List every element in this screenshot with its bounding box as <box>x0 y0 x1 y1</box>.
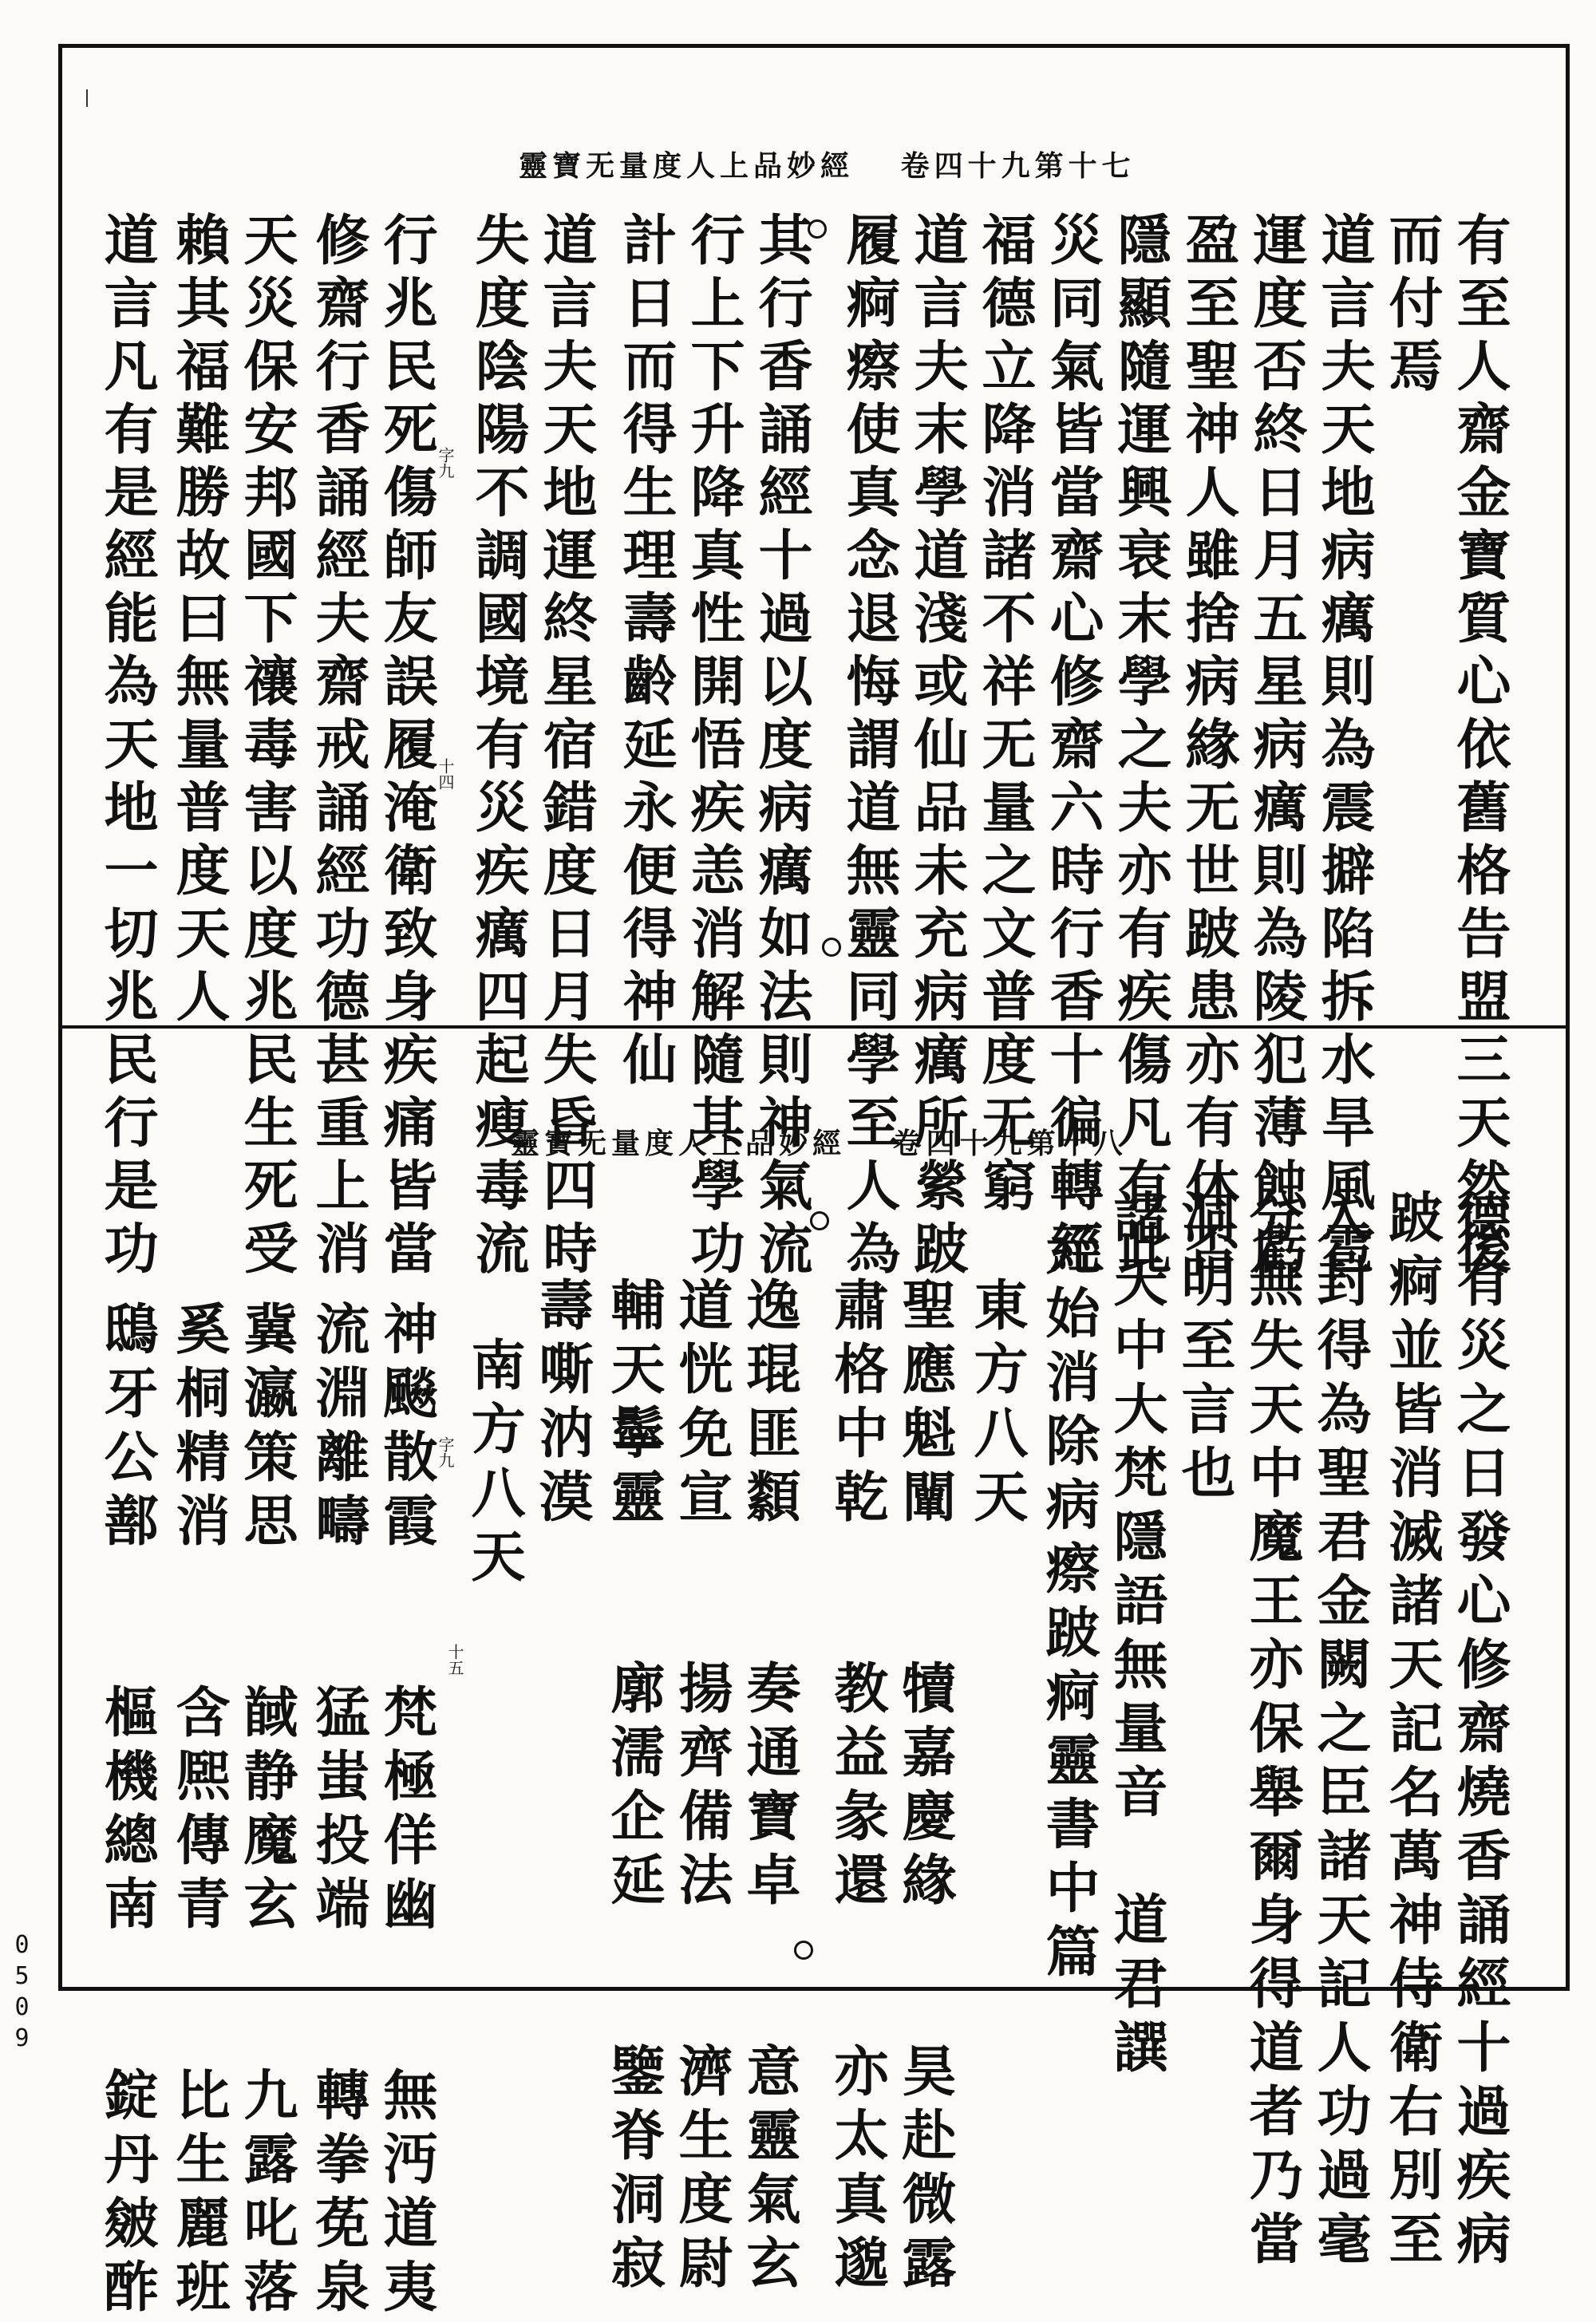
text-column: 計日而得生理壽齡延永便得神仙 <box>614 211 678 1094</box>
section-heading: 南方八天 <box>462 1337 526 1592</box>
verse-column: 神飈散霞 梵極佯幽 無沔道夷 <box>374 1301 438 2322</box>
block-cutter-note: 十四 <box>436 758 455 790</box>
page-number: 0509 <box>8 1931 36 2055</box>
sutra-title: 靈寶无量度人上品妙經 <box>511 1127 847 1160</box>
text-column: 道言夫天地運終星宿錯度日月失昏四時 <box>534 211 598 1283</box>
text-column: 道言凡有是經能為天地一切兆民行是功 <box>95 211 159 1283</box>
text-column: 道言夫天地病癘則為震擗陷拆水旱風雹 <box>1312 211 1376 1283</box>
text-column: 諸天中大梵隱語無量音 道君譔 <box>1104 1189 1168 2083</box>
text-column: 履痾瘵使真念退悔謂道無靈同學至人為 <box>837 211 901 1283</box>
text-column: 運度否終日月五星病癘則為陵犯薄蝕虧 <box>1244 211 1308 1283</box>
text-column: 行上下升降真性開悟疾恙消解隨其學功 <box>681 211 745 1283</box>
punctuation-circle <box>794 1941 813 1960</box>
punctuation-circle <box>810 1211 829 1230</box>
text-column: 福德立降消諸不祥无量之文普度无窮 <box>973 211 1037 1220</box>
verse-column: 逸琨匪纇 奏通寶卓 意靈氣玄 <box>737 1277 801 2298</box>
volume-page-label: 卷四十九第十七 <box>900 149 1136 183</box>
verse-column: 奚桐精消 含熈傳青 比生麗班 <box>167 1301 231 2322</box>
text-column: 其行香誦經十過以度病癘如法則神氣流 <box>749 211 813 1283</box>
verse-column: 輔天鬡靈 廓濡企延 鑒脊洞寂 <box>602 1277 666 2298</box>
text-column: 行兆民死傷師友誤履淹衛致身疾痛皆當 <box>374 211 438 1283</box>
section-heading: 東方八天 <box>965 1277 1029 1532</box>
punctuation-circle <box>822 938 841 957</box>
text-column: 元始消除病瘵跛痾靈書中篇 <box>1037 1221 1100 1987</box>
text-column: 而付焉 <box>1380 211 1444 401</box>
text-column: 德有災之日發心修齋燒香誦經十過疾病 <box>1448 1189 1511 2274</box>
block-cutter-note: 字九 <box>436 1436 455 1468</box>
verse-column: 鴟牙公鄯 樞機總南 錠丹皴酢 <box>95 1301 159 2322</box>
block-cutter-note: 字九 <box>436 447 455 479</box>
block-cutter-note: 十五 <box>445 1644 464 1676</box>
verse-column: 流淵離疇 猛蚩投端 轉拳莬泉 <box>306 1301 370 2322</box>
verse-column: 肅格中乾 教益彖還 亦太真邈 <box>825 1277 889 2298</box>
text-column: 盈至聖神人雖捨病緣无世跛患亦有休否 <box>1176 211 1240 1283</box>
text-column: 洞明至言也 <box>1172 1189 1236 1508</box>
punctuation-circle <box>808 219 827 239</box>
verse-column: 道恍免宣 揚齊備法 濟生度尉 <box>670 1277 733 2298</box>
verse-column: 冀瀛策思 馘静魔玄 九露叱落 <box>235 1301 298 2322</box>
text-column: 分無失天中魔王亦保舉爾身得道者乃當 <box>1240 1189 1304 2274</box>
text-column: 隱顯隨運興衰末學之夫亦有疾傷凡有此 <box>1108 211 1172 1283</box>
volume-page-label: 卷四十九第十八 <box>892 1127 1128 1160</box>
verse-column: 聖應魁闡 犢嘉慶緣 昊赴微露 <box>893 1277 957 2298</box>
text-column: 入封得為聖君金闕之臣諸天記人功過毫 <box>1308 1189 1372 2274</box>
verse-column: 壽嘶汭漠 <box>530 1277 594 1532</box>
text-column: 失度陰陽不調國境有災疾癘四起瘦毒流 <box>466 211 530 1283</box>
text-column: 修齋行香誦經夫齋戒誦經功德甚重上消 <box>306 211 370 1283</box>
text-column: 跛痾並皆消滅諸天記名萬神侍衛右別至 <box>1380 1189 1444 2274</box>
text-column: 道言夫末學道淺或仙品未充病癘所縈跛 <box>905 211 969 1283</box>
upper-running-header <box>519 144 1136 184</box>
text-column: 有至人齋金寶質心依舊格告盟三天然後 <box>1448 211 1511 1283</box>
text-column: 賴其福難勝故曰無量普度天人 <box>167 211 231 1031</box>
text-column: 天災保安邦國下禳毒害以度兆民生死受 <box>235 211 298 1283</box>
sutra-title: 靈寶无量度人上品妙經 <box>519 149 855 183</box>
text-column: 災同氣皆當齋心修齋六時行香十徧轉經 <box>1041 211 1104 1283</box>
